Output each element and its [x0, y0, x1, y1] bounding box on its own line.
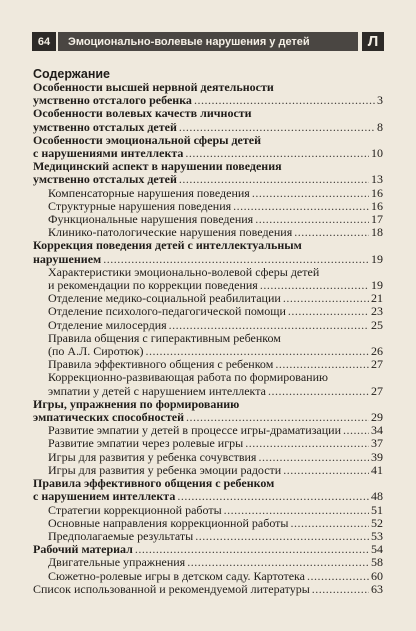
toc-entry-text: Основные направления коррекционной работы [48, 515, 289, 530]
toc-page-number: 39 [371, 449, 383, 464]
dot-leader [283, 464, 369, 477]
toc-entry [33, 570, 383, 583]
dot-leader [343, 424, 369, 437]
toc-entry-text: умственно отсталого ребенка [33, 93, 192, 108]
toc-page-number: 26 [371, 344, 383, 359]
toc-entry-text: Медицинский аспект в нарушении поведения [33, 159, 282, 174]
toc-page-number: 29 [371, 410, 383, 425]
dot-leader [179, 121, 375, 134]
toc-page-number: 18 [371, 225, 383, 240]
dot-leader [258, 451, 369, 464]
toc-entry [33, 477, 383, 503]
toc-page-number: 27 [371, 357, 383, 372]
toc-entry-text: с нарушением интеллекта [33, 489, 176, 504]
toc-page-number: 52 [371, 515, 383, 530]
toc-entry [33, 398, 383, 424]
toc-entry-text: Сюжетно-ролевые игры в детском саду. Картотека [48, 568, 305, 583]
toc-entry-text: Функциональные нарушения поведения [48, 212, 254, 227]
toc-entry-text: (по А.Л. Сиротюк) [48, 344, 144, 359]
dot-leader [294, 226, 369, 239]
toc-entry-text: Двигательные упражнения [48, 555, 186, 570]
toc-page-number: 60 [371, 568, 383, 583]
dot-leader [268, 385, 369, 398]
toc-page-number: 17 [371, 212, 383, 227]
toc-entry-text: умственно отсталых детей [33, 172, 177, 187]
toc-entry [33, 107, 383, 133]
toc-entry [33, 187, 383, 200]
dot-leader [179, 173, 369, 186]
toc-page-number: 13 [371, 172, 383, 187]
toc-entry [33, 583, 383, 596]
dot-leader [224, 504, 369, 517]
toc-entry-text: Характеристики эмоционально-волевой сферы детей [48, 264, 320, 279]
toc-entry-text: с нарушениями интеллекта [33, 146, 184, 161]
page-number: 64 [32, 32, 56, 51]
toc-entry-text: Отделение милосердия [48, 317, 167, 332]
dot-leader [195, 530, 369, 543]
toc-entry-text: Правила общения с гиперактивным ребенком [48, 330, 281, 345]
toc-page-number: 34 [371, 423, 383, 438]
dot-leader [283, 292, 369, 305]
toc-page-number: 19 [371, 278, 383, 293]
toc-page-number: 58 [371, 555, 383, 570]
toc-entry [33, 504, 383, 517]
toc-entry [33, 134, 383, 160]
dot-leader [290, 517, 369, 530]
toc-entry-text: Особенности волевых качеств личности [33, 106, 252, 121]
toc-entry [33, 437, 383, 450]
dot-leader [312, 583, 369, 596]
dot-leader [103, 253, 369, 266]
toc-entry [33, 239, 383, 265]
toc-entry-text: Рабочий материал [33, 542, 133, 557]
toc-page-number: 19 [371, 251, 383, 266]
toc-entry-text: Структурные нарушения поведения [48, 198, 232, 213]
toc-entry [33, 266, 383, 292]
toc-entry [33, 81, 383, 107]
toc-entry [33, 517, 383, 530]
toc-page-number: 48 [371, 489, 383, 504]
toc-page-number: 41 [371, 462, 383, 477]
toc-entry-text: эмпатических способностей [33, 410, 185, 425]
toc-entry-text: нарушением [33, 251, 102, 266]
toc-entry [33, 319, 383, 332]
table-of-contents [33, 81, 383, 596]
toc-heading: Содержание [33, 67, 111, 81]
toc-page-number: 37 [371, 436, 383, 451]
toc-entry-text: Развитие эмпатии через ролевые игры [48, 436, 244, 451]
toc-page-number: 25 [371, 317, 383, 332]
toc-entry-text: Развитие эмпатии у детей в процессе игры-драматизации [48, 423, 342, 438]
toc-page-number: 63 [371, 581, 383, 596]
toc-entry-text: Особенности высшей нервной деятельности [33, 80, 274, 94]
toc-page-number: 23 [371, 304, 383, 319]
dot-leader [187, 556, 369, 569]
toc-page-number: 53 [371, 528, 383, 543]
dot-leader [288, 305, 369, 318]
toc-entry [33, 451, 383, 464]
toc-entry-text: эмпатии у детей с нарушением интеллекта [48, 383, 266, 398]
toc-entry-text: Список использованной и рекомендуемой литературы [33, 581, 310, 596]
toc-entry-text: Правила эффективного общения с ребенком [33, 476, 275, 491]
toc-entry [33, 332, 383, 358]
dot-leader [252, 187, 369, 200]
toc-entry-text: Правила эффективного общения с ребенком [48, 357, 274, 372]
toc-page-number: 10 [371, 146, 383, 161]
running-header [32, 32, 384, 51]
toc-entry-text: Игры для развития у ребенка эмоции радости [48, 462, 282, 477]
toc-entry-text: Отделение психолого-педагогической помощи [48, 304, 286, 319]
toc-entry-text: Отделение медико-социальной реабилитации [48, 291, 281, 306]
toc-entry-text: Компенсаторные нарушения поведения [48, 185, 250, 200]
running-title: Эмоционально-волевые нарушения у детей [58, 32, 358, 51]
toc-entry-text: Особенности эмоциональной сферы детей [33, 132, 262, 147]
dot-leader [245, 437, 369, 450]
toc-page-number: 8 [377, 119, 383, 134]
toc-page-number: 16 [371, 198, 383, 213]
toc-entry-text: Игры для развития у ребенка сочувствия [48, 449, 257, 464]
dot-leader [169, 319, 369, 332]
toc-entry-text: Предполагаемые результаты [48, 528, 194, 543]
toc-entry-text: Коррекция поведения детей с интеллектуальным [33, 238, 302, 253]
toc-page-number: 16 [371, 185, 383, 200]
toc-entry-text: умственно отсталых детей [33, 119, 177, 134]
toc-entry-text: Игры, упражнения по формированию [33, 396, 240, 411]
toc-entry [33, 371, 383, 397]
toc-entry-text: Клинико-патологические нарушения поведения [48, 225, 293, 240]
toc-entry-text: Коррекционно-развивающая работа по формированию [48, 370, 328, 385]
toc-entry [33, 160, 383, 186]
toc-page-number: 54 [371, 542, 383, 557]
toc-entry [33, 305, 383, 318]
dot-leader [233, 200, 369, 213]
toc-entry-text: Стратегии коррекционной работы [48, 502, 222, 517]
toc-page-number: 21 [371, 291, 383, 306]
dot-leader [177, 490, 369, 503]
toc-page-number: 51 [371, 502, 383, 517]
dot-leader [307, 570, 369, 583]
toc-page-number: 27 [371, 383, 383, 398]
publisher-logo: Л [362, 32, 384, 51]
toc-entry-text: и рекомендации по коррекции поведения [48, 278, 258, 293]
toc-entry [33, 556, 383, 569]
toc-page-number: 3 [377, 93, 383, 108]
